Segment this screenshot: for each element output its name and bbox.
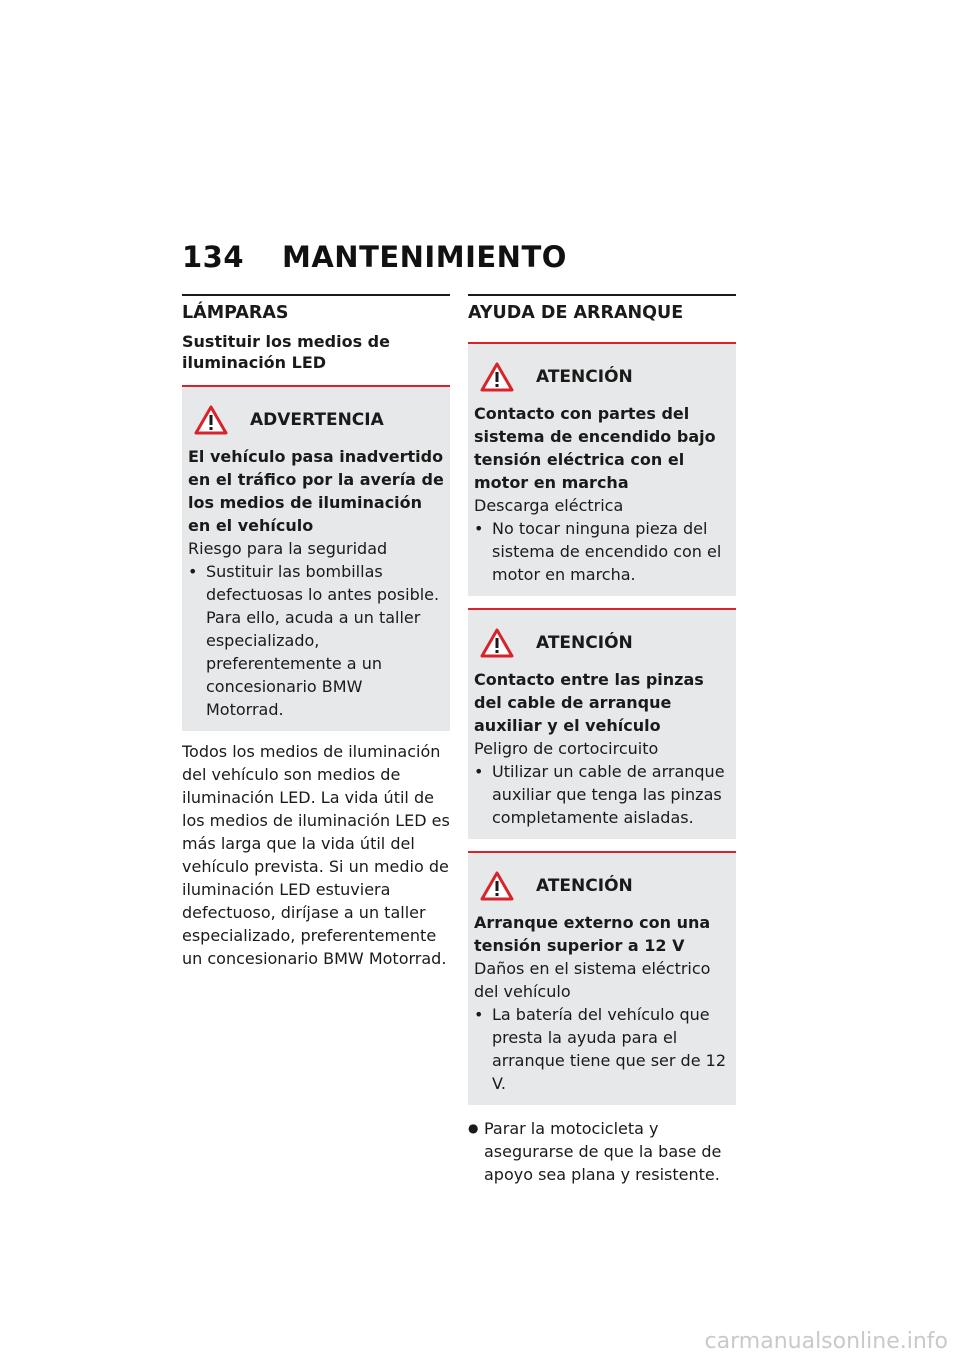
- right-column: [468, 294, 736, 1186]
- warning-label: ATENCIÓN: [536, 632, 633, 653]
- warning-title: Contacto con partes del sistema de encendido bajo tensión eléctrica con el motor en marcha: [474, 404, 716, 492]
- page-header: [182, 240, 567, 274]
- body-paragraph: Todos los medios de iluminación del vehículo son medios de iluminación LED. La vida útil de los medios de iluminación LED es más larga que la vida útil del vehículo prevista. Si un medio de iluminación LED estuviera defectuoso, diríjase a un taller especializado, preferentemente un concesionario BMW Motorrad.: [182, 742, 450, 968]
- warning-box: [182, 385, 450, 731]
- warning-title: Contacto entre las pinzas del cable de arranque auxiliar y el vehículo: [474, 670, 704, 735]
- warning-bullet: • Sustituir las bombillas defectuosas lo antes posible. Para ello, acuda a un taller especializado, preferentemente a un concesionario BMW Motorrad.: [188, 560, 444, 721]
- warning-triangle-icon: [480, 362, 514, 392]
- subsection-title: Sustituir los medios de iluminación LED: [182, 332, 390, 372]
- warning-label: ATENCIÓN: [536, 875, 633, 896]
- warning-header: [474, 628, 730, 658]
- warning-risk: Descarga eléctrica: [474, 496, 624, 515]
- section-rule: [182, 294, 450, 296]
- warning-header: [474, 871, 730, 901]
- warning-bullet: • Utilizar un cable de arranque auxiliar que tenga las pinzas completamente aisladas.: [474, 760, 730, 829]
- warning-header: [188, 405, 444, 435]
- left-column: [182, 294, 450, 970]
- warning-title: El vehículo pasa inadvertido en el tráfico por la avería de los medios de iluminación en el vehículo: [188, 447, 444, 535]
- warning-label: ATENCIÓN: [536, 366, 633, 387]
- warning-box: [468, 608, 736, 839]
- watermark: carmanualsonline.info: [704, 1329, 948, 1354]
- warning-triangle-icon: [480, 871, 514, 901]
- section-title-ayuda: AYUDA DE ARRANQUE: [468, 303, 684, 323]
- warning-bullet: • La batería del vehículo que presta la ayuda para el arranque tiene que ser de 12 V.: [474, 1003, 730, 1095]
- page-number: 134: [182, 240, 245, 274]
- warning-box: [468, 342, 736, 596]
- warning-risk: Riesgo para la seguridad: [188, 539, 388, 558]
- warning-triangle-icon: [480, 628, 514, 658]
- section-title-lamparas: LÁMPARAS: [182, 303, 289, 323]
- warning-risk: Daños en el sistema eléctrico del vehículo: [474, 959, 711, 1001]
- warning-risk: Peligro de cortocircuito: [474, 739, 659, 758]
- chapter-title: MANTENIMIENTO: [282, 240, 567, 274]
- warning-header: [474, 362, 730, 392]
- warning-triangle-icon: [194, 405, 228, 435]
- section-rule: [468, 294, 736, 296]
- warning-label: ADVERTENCIA: [250, 409, 384, 430]
- procedure-step: ● Parar la motocicleta y asegurarse de que la base de apoyo sea plana y resistente.: [468, 1117, 736, 1186]
- warning-title: Arranque externo con una tensión superior a 12 V: [474, 913, 711, 955]
- warning-box: [468, 851, 736, 1105]
- warning-bullet: • No tocar ninguna pieza del sistema de encendido con el motor en marcha.: [474, 517, 730, 586]
